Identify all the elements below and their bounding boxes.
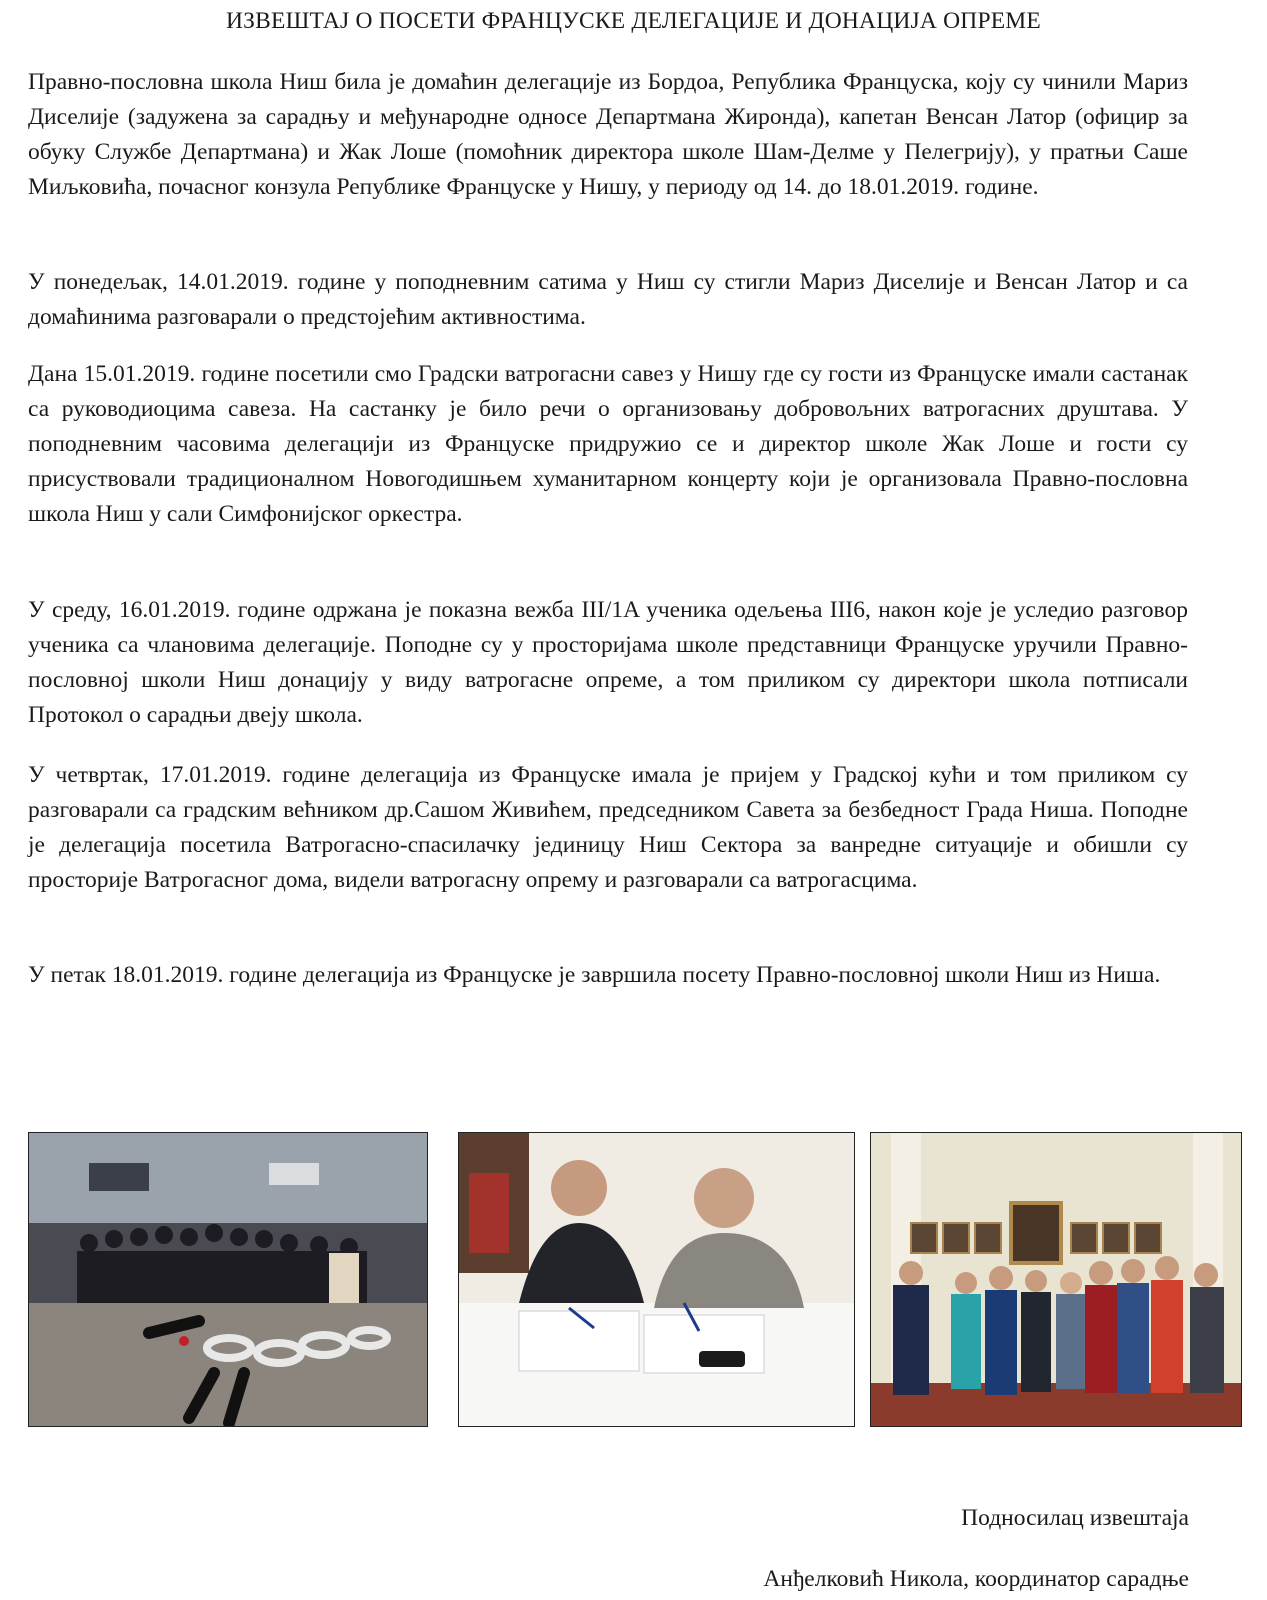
city-hall-photo — [870, 1132, 1242, 1427]
paragraph-intro: Правно-пословна школа Ниш била је домаћин делегације из Бордоа, Република Француска, коју су чинили Мариз Диселије (задужена за сарадњу и међународне односе Департмана Жиронда), капетан Венсан Латор (официр за обуку Службе Департмана) и Жак Лоше (помоћник директора школе Шам-Делме у Пелегрију), у пратњи Саше Миљковића, почасног конзула Републике Француске у Нишу, у периоду од 14. до 18.01.2019. године. — [28, 69, 1188, 200]
signing-photo-illustration — [459, 1133, 855, 1427]
paragraph-monday: У понедељак, 14.01.2019. године у поподневним сатима у Ниш су стигли Мариз Диселије и Венсан Латор и са домаћинима разговарали о предстојећим активностима. — [28, 269, 1188, 330]
group-photo-hall — [28, 1132, 428, 1427]
paragraph-wednesday: У среду, 16.01.2019. године одржана је показна вежба III/1A ученика одељења III6, након које је уследио разговор ученика са члановима делегације. Поподне су у просторијама школе представници Француске уручили Правно-пословној школи Ниш донацију у виду ватрогасне опреме, а том приликом су директори школа потписали Протокол о сарадњи двеју школа. — [28, 597, 1188, 728]
city-hall-photo-illustration — [871, 1133, 1242, 1427]
signing-photo — [458, 1132, 855, 1427]
document-title: ИЗВЕШТАЈ О ПОСЕТИ ФРАНЦУСКЕ ДЕЛЕГАЦИЈЕ И ДОНАЦИЈА ОПРЕМЕ — [226, 8, 1041, 34]
group-photo-illustration — [29, 1133, 428, 1427]
signature-name: Анђелковић Никола, координатор сарадње — [763, 1566, 1189, 1592]
signature-label: Подносилац извештаја — [961, 1505, 1189, 1531]
paragraph-tuesday: Дана 15.01.2019. године посетили смо Градски ватрогасни савез у Нишу где су гости из Француске имали састанак са руководиоцима савеза. На састанку је било речи о организовању добровољних ватрогасних друштава. У поподневним часовима делегацији из Француске придружио се и директор школе Жак Лоше и гости су присуствовали традиционалном Новогодишњем хуманитарном концерту који је организовала Правно-пословна школа Ниш у сали Симфонијског оркестра. — [28, 361, 1188, 527]
paragraph-thursday: У четвртак, 17.01.2019. године делегација из Француске имала је пријем у Градској кући и том приликом су разговарали са градским већником др.Сашом Живићем, председником Савета за безбедност Града Ниша. Поподне је делегација посетила Ватрогасно-спасилачку јединицу Ниш Сектора за ванредне ситуације и обишли су просторије Ватрогасног дома, видели ватрогасну опрему и разговарали са ватрогасцима. — [28, 762, 1188, 893]
paragraph-friday: У петак 18.01.2019. године делегација из Француске је завршила посету Правно-пословној школи Ниш из Ниша. — [28, 962, 1161, 988]
